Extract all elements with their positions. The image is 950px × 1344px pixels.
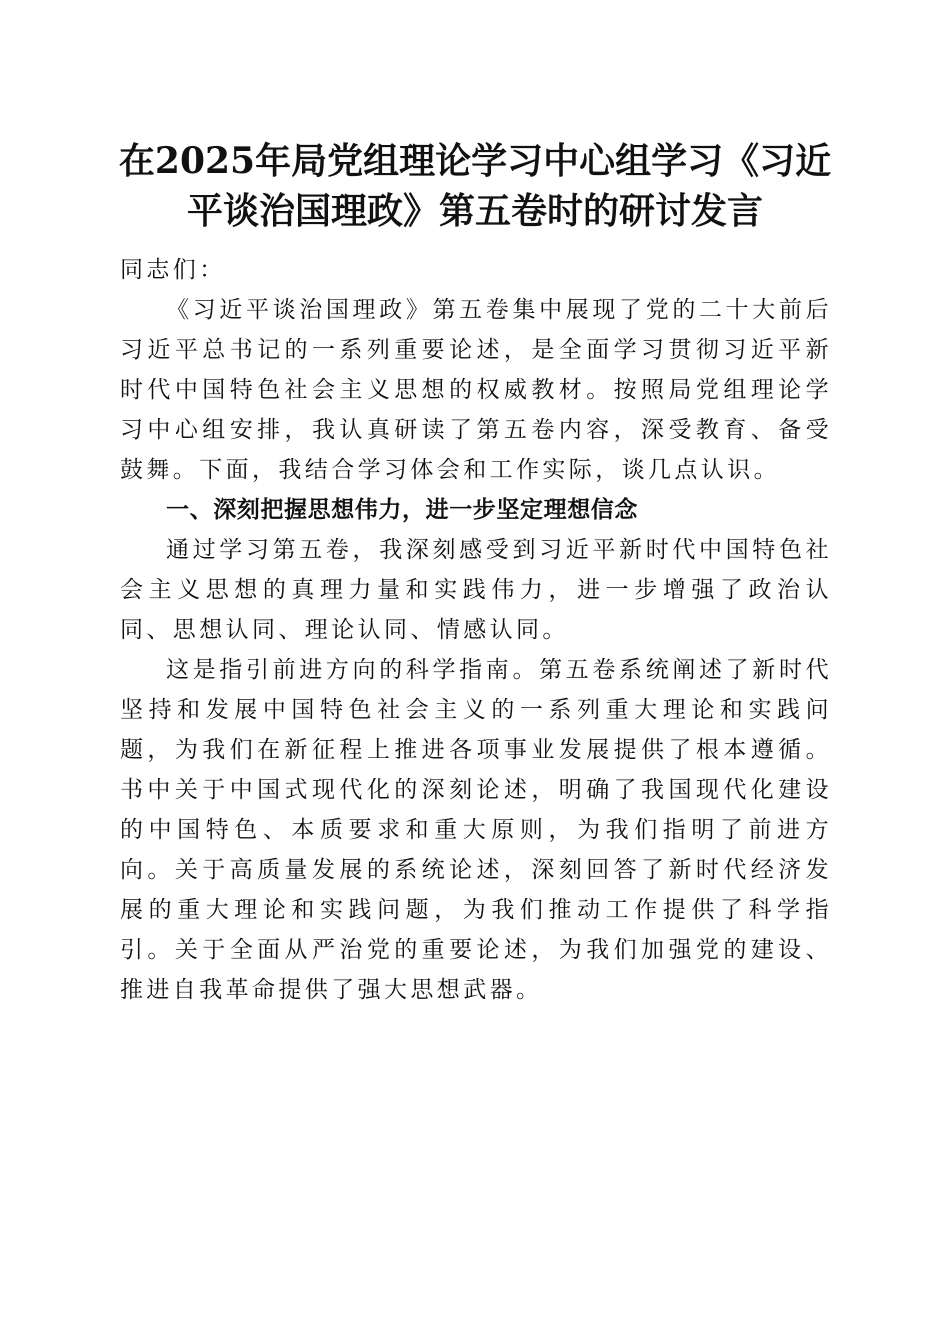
document-body bbox=[120, 250, 832, 1010]
section-1-paragraph-2: 这是指引前进方向的科学指南。第五卷系统阐述了新时代坚持和发展中国特色社会主义的一系列重大理论和实践问题，为我们在新征程上推进各项事业发展提供了根本遵循。书中关于中国式现代化的深刻论述，明确了我国现代化建设的中国特色、本质要求和重大原则，为我们指明了前进方向。关于高质量发展的系统论述，深刻回答了新时代经济发展的重大理论和实践问题，为我们推动工作提供了科学指引。关于全面从严治党的重要论述，为我们加强党的建设、推进自我革命提供了强大思想武器。 bbox=[120, 657, 832, 1003]
title-line-2: 平谈治国理政》第五卷时的研讨发言 bbox=[186, 190, 763, 232]
section-1-heading: 一、深刻把握思想伟力，进一步坚定理想信念 bbox=[166, 497, 638, 523]
section-1-paragraph-1: 通过学习第五卷，我深刻感受到习近平新时代中国特色社会主义思想的真理力量和实践伟力，进一步增强了政治认同、思想认同、理论认同、情感认同。 bbox=[120, 537, 832, 643]
salutation: 同志们： bbox=[120, 257, 226, 283]
intro-paragraph: 《习近平谈治国理政》第五卷集中展现了党的二十大前后习近平总书记的一系列重要论述，是全面学习贯彻习近平新时代中国特色社会主义思想的权威教材。按照局党组理论学习中心组安排，我认真研读了第五卷内容，深受教育、备受鼓舞。下面，我结合学习体会和工作实际，谈几点认识。 bbox=[120, 297, 832, 483]
document-title bbox=[110, 136, 840, 236]
title-line-1: 在2025年局党组理论学习中心组学习《习近 bbox=[118, 140, 832, 182]
